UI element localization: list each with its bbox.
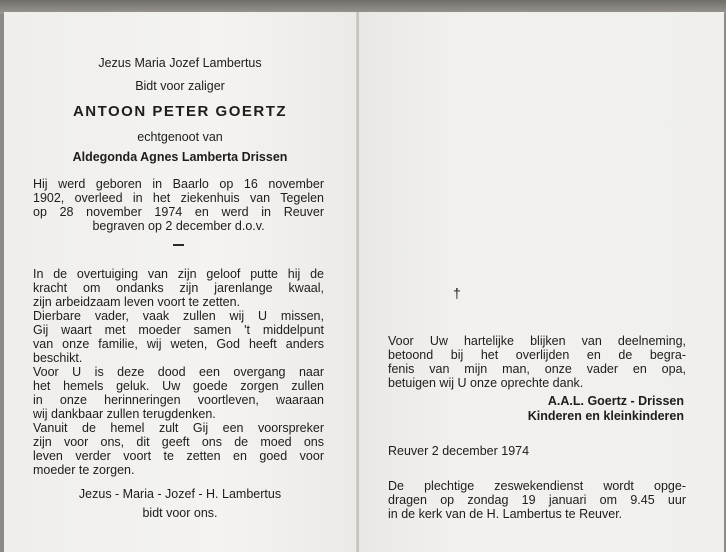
spouse-name: Aldegonda Agnes Lamberta Drissen: [72, 150, 288, 164]
spouse-label: echtgenoot van: [137, 130, 223, 144]
bio-line: 1902, overleed in het ziekenhuis van Tegelen: [33, 191, 324, 205]
closing-invocation: Jezus - Maria - Jozef - H. Lambertus: [78, 487, 282, 501]
closing-prayer: bidt voor ons.: [142, 506, 218, 520]
prayer-header: Bidt voor zaliger: [135, 79, 225, 93]
memorial-text-line: wij dankbaar zullen terugdenken.: [33, 407, 216, 421]
memorial-text-line: beschikt.: [33, 351, 83, 365]
memorial-text-line: zijn voor ons, dit geeft ons de moed ons: [33, 435, 324, 449]
bio-line: begraven op 2 december d.o.v.: [92, 219, 265, 233]
thanks-line: betoond bij het overlijden en de begra-: [388, 348, 686, 362]
memorial-text-line: Dierbare vader, vaak zullen wij U missen,: [33, 309, 324, 323]
invocation: Jezus Maria Jozef Lambertus: [98, 56, 262, 70]
memorial-text-line: In de overtuiging van zijn geloof putte hij de: [33, 267, 324, 281]
memorial-text-line: van onze familie, wij weten, God heeft anders: [33, 337, 324, 351]
signature: A.A.L. Goertz - Drissen: [547, 394, 684, 408]
signature-sub: Kinderen en kleinkinderen: [527, 409, 684, 423]
memorial-text-line: kracht om ondanks zijn jarenlange kwaal,: [33, 281, 324, 295]
memorial-text-line: Vanuit de hemel zult Gij een voorspreker: [33, 421, 324, 435]
bio-line: op 28 november 1974 en werd in Reuver: [33, 205, 324, 219]
right-card-panel: [359, 12, 724, 552]
place-date: Reuver 2 december 1974: [388, 444, 530, 458]
thanks-line: betuigen wij U onze oprechte dank.: [388, 376, 584, 390]
deceased-name: ANTOON PETER GOERTZ: [72, 103, 288, 120]
memorial-text-line: het hemels geluk. Uw goede zorgen zullen: [33, 379, 324, 393]
mass-line: De plechtige zeswekendienst wordt opge-: [388, 479, 686, 493]
cross-icon: †: [453, 285, 461, 301]
memorial-text-line: Gij waart met moeder samen 't middelpunt: [33, 323, 324, 337]
memorial-text-line: Voor U is deze dood een overgang naar: [33, 365, 324, 379]
bio-line: Hij werd geboren in Baarlo op 16 november: [33, 177, 324, 191]
thanks-line: fenis van mijn man, onze vader en opa,: [388, 362, 686, 376]
memorial-text-line: in onze herinneringen voortleven, waaraan: [33, 393, 324, 407]
mass-line: in de kerk van de H. Lambertus te Reuver.: [388, 507, 623, 521]
memorial-text-line: leven verder voort te zetten en goed voor: [33, 449, 324, 463]
mass-line: dragen op zondag 19 januari om 9.45 uur: [388, 493, 686, 507]
memorial-text-line: zijn arbeidzaam leven voort te zetten.: [33, 295, 241, 309]
thanks-line: Voor Uw hartelijke blijken van deelneming,: [388, 334, 686, 348]
memorial-text-line: moeder te zorgen.: [33, 463, 135, 477]
separator-dash: [173, 244, 184, 246]
